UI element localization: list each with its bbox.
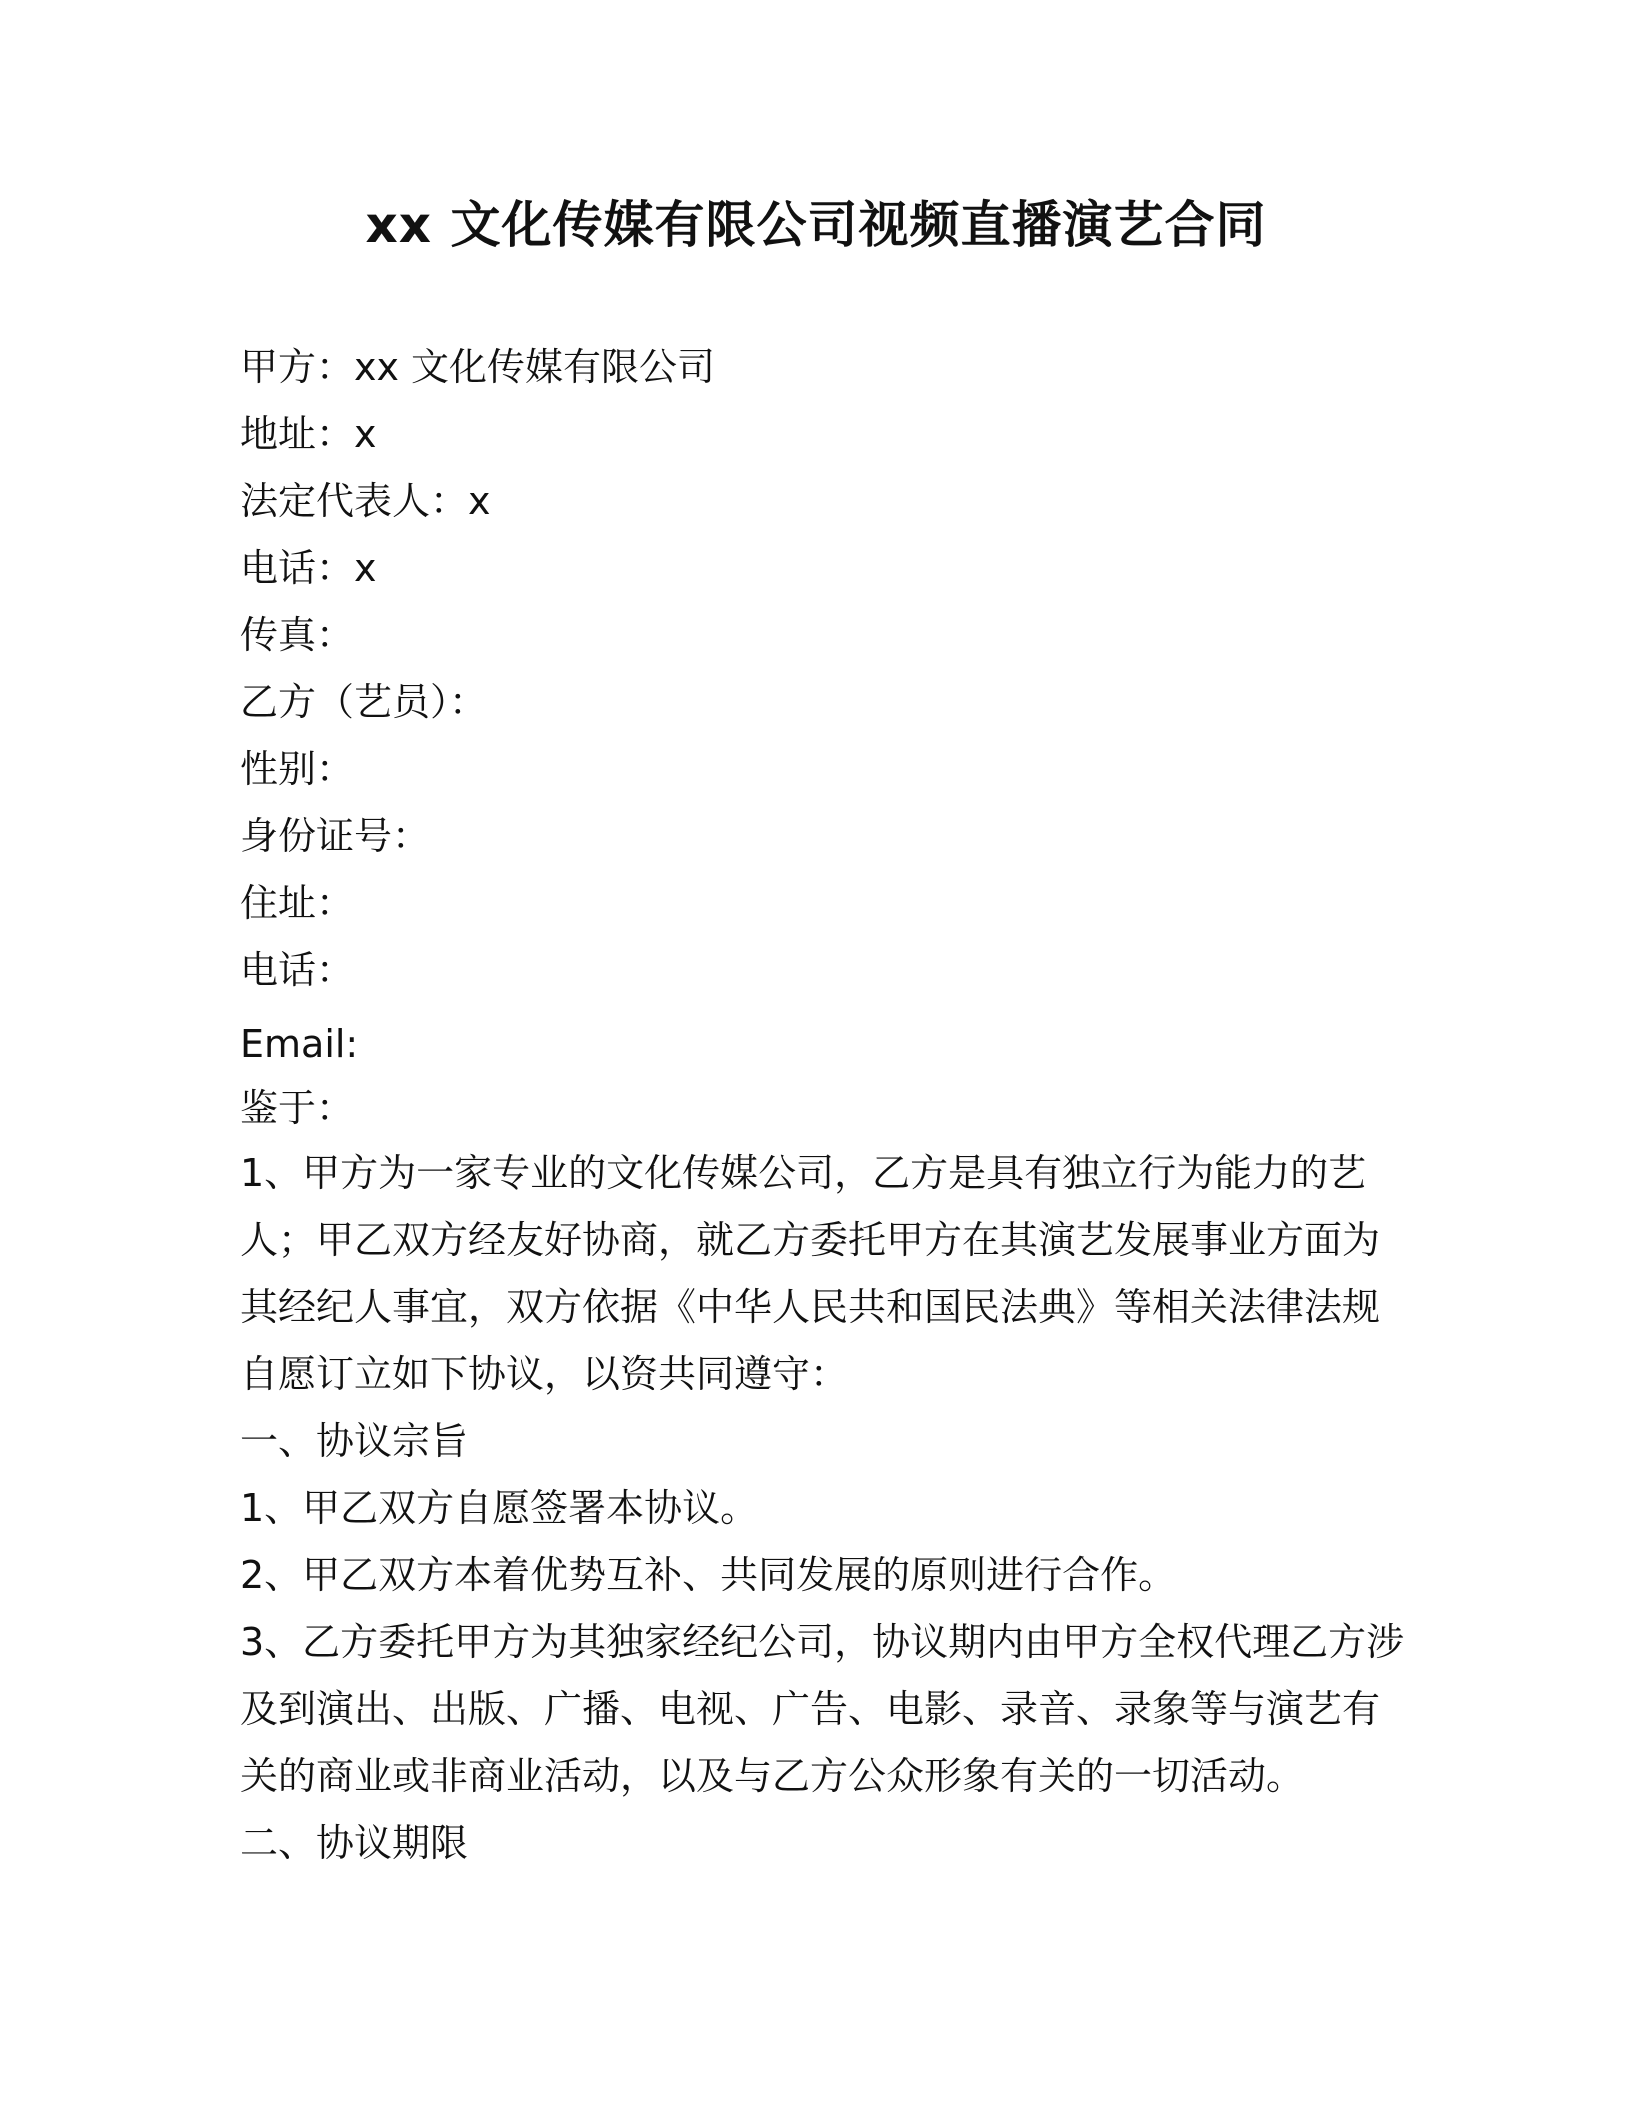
party-a-legal-representative: 法定代表人：x (240, 479, 491, 523)
party-a-address: 地址：x (240, 412, 377, 456)
party-b-address: 住址： (240, 881, 355, 925)
party-b-name: 乙方（艺员）： (240, 680, 488, 724)
paragraph-line: 及到演出、出版、广播、电视、广告、电影、录音、录象等与演艺有 (240, 1687, 1381, 1731)
paragraph-line: 3、乙方委托甲方为其独家经纪公司，协议期内由甲方全权代理乙方涉 (240, 1620, 1405, 1664)
paragraph-line: 关的商业或非商业活动，以及与乙方公众形象有关的一切活动。 (240, 1754, 1305, 1798)
party-b-email: Email: (240, 1022, 359, 1066)
section-heading-2: 二、协议期限 (240, 1821, 469, 1865)
paragraph-line: 其经纪人事宜，双方依据《中华人民共和国民法典》等相关法律法规 (240, 1285, 1381, 1329)
document-body (240, 334, 1405, 1877)
paragraph-line: 1、甲方为一家专业的文化传媒公司，乙方是具有独立行为能力的艺 (240, 1151, 1367, 1195)
paragraph-line: 2、甲乙双方本着优势互补、共同发展的原则进行合作。 (240, 1553, 1177, 1597)
party-a-fax: 传真： (240, 613, 355, 657)
paragraph-line: 自愿订立如下协议，以资共同遵守： (240, 1352, 849, 1396)
party-a-name: 甲方：xx 文化传媒有限公司 (240, 345, 716, 389)
section-heading-1: 一、协议宗旨 (240, 1419, 469, 1463)
document-title: xx 文化传媒有限公司视频直播演艺合同 (365, 196, 1267, 254)
party-b-phone: 电话： (240, 948, 355, 992)
whereas-heading: 鉴于： (240, 1086, 355, 1130)
party-b-gender: 性别： (240, 747, 355, 791)
party-b-id-number: 身份证号： (240, 814, 431, 858)
paragraph-line: 人；甲乙双方经友好协商，就乙方委托甲方在其演艺发展事业方面为 (240, 1218, 1381, 1262)
paragraph-line: 1、甲乙双方自愿签署本协议。 (240, 1486, 759, 1530)
party-a-phone: 电话：x (240, 546, 377, 590)
